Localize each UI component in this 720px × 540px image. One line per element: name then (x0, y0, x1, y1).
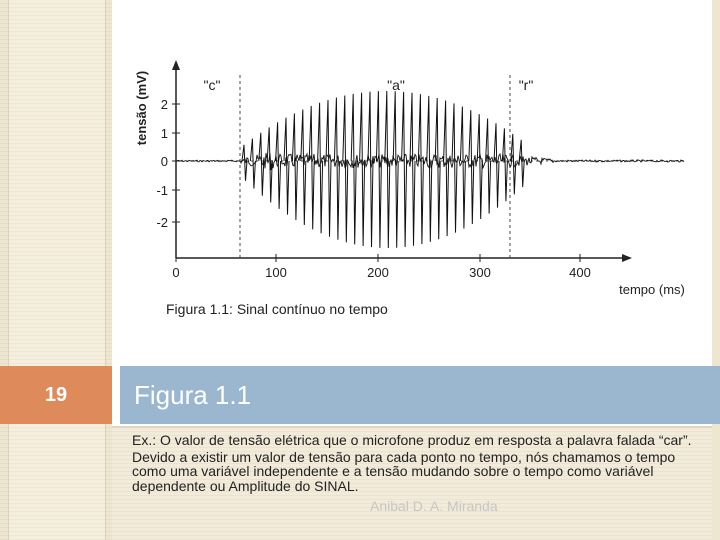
waveform-spike (351, 94, 356, 245)
right-decorative-panel (712, 0, 720, 540)
waveform-spike (326, 100, 331, 237)
slide-title-bar (120, 366, 720, 424)
y-tick-label: 2 (160, 97, 168, 112)
waveform-spike (452, 103, 457, 232)
waveform-spike (494, 123, 499, 207)
y-axis-label: tensão (mV) (134, 70, 149, 146)
y-tick-label: 0 (160, 154, 168, 169)
phoneme-label-r: "r" (518, 77, 534, 93)
watermark-text: Anibal D. A. Miranda (370, 498, 498, 514)
waveform-spike (486, 119, 491, 214)
left-decorative-panel (0, 0, 112, 540)
waveform-spike (360, 93, 365, 246)
waveform-spike (402, 92, 407, 247)
waveform-spike (418, 94, 423, 244)
y-tick-label: 1 (160, 126, 168, 141)
waveform-spike (435, 98, 440, 239)
figure-image (124, 0, 712, 326)
y-tick-label: -2 (156, 215, 168, 230)
left-decorative-panel-inner (8, 0, 106, 540)
waveform-spike (460, 107, 465, 229)
waveform-spike (292, 113, 297, 220)
waveform-spike (318, 103, 323, 234)
waveform-figure (124, 0, 712, 326)
y-axis-arrow (172, 60, 180, 70)
waveform-spikes (242, 91, 524, 248)
x-tick-label: 200 (367, 265, 389, 280)
x-axis-arrow (622, 254, 632, 262)
y-tick-label: -1 (156, 183, 168, 198)
waveform-spike (427, 96, 432, 242)
waveform-spike (444, 100, 449, 236)
phoneme-label-c: "c" (203, 77, 221, 93)
waveform-spike (385, 91, 390, 248)
waveform-spike (410, 93, 415, 246)
waveform-spike (368, 92, 373, 247)
body-paragraph-1: Ex.: O valor de tensão elétrica que o microfone produz em resposta a palavra falada “car”. (132, 432, 692, 448)
slide-title: Figura 1.1 (134, 379, 252, 410)
phoneme-label-a: "a" (387, 77, 405, 93)
waveform-spike (502, 128, 507, 201)
x-axis-label: tempo (ms) (619, 282, 685, 297)
slide-number: 19 (0, 366, 116, 424)
waveform-spike (276, 122, 281, 208)
body-text (132, 433, 707, 495)
x-tick-label: 100 (265, 265, 287, 280)
waveform-spike (393, 91, 398, 247)
waveform-spike (301, 109, 306, 224)
figure-caption: Figura 1.1: Sinal contínuo no tempo (166, 301, 388, 317)
waveform-spike (519, 140, 524, 187)
waveform-spike (343, 96, 348, 243)
x-tick-label: 300 (469, 265, 491, 280)
waveform-spike (469, 110, 474, 224)
waveform-spike (376, 91, 381, 248)
waveform-spike (477, 114, 482, 219)
body-paragraph-2: Devido a existir um valor de tensão para cada ponto no tempo, nós chamamos o tempo como uma variável independente e a tensão mudando sobre o tempo como variável dependente ou Amplitude do SINAL. (132, 448, 676, 494)
waveform-spike (334, 98, 339, 240)
waveform-spike (309, 106, 314, 229)
x-tick-label: 400 (569, 265, 591, 280)
x-tick-label: 0 (172, 265, 180, 280)
